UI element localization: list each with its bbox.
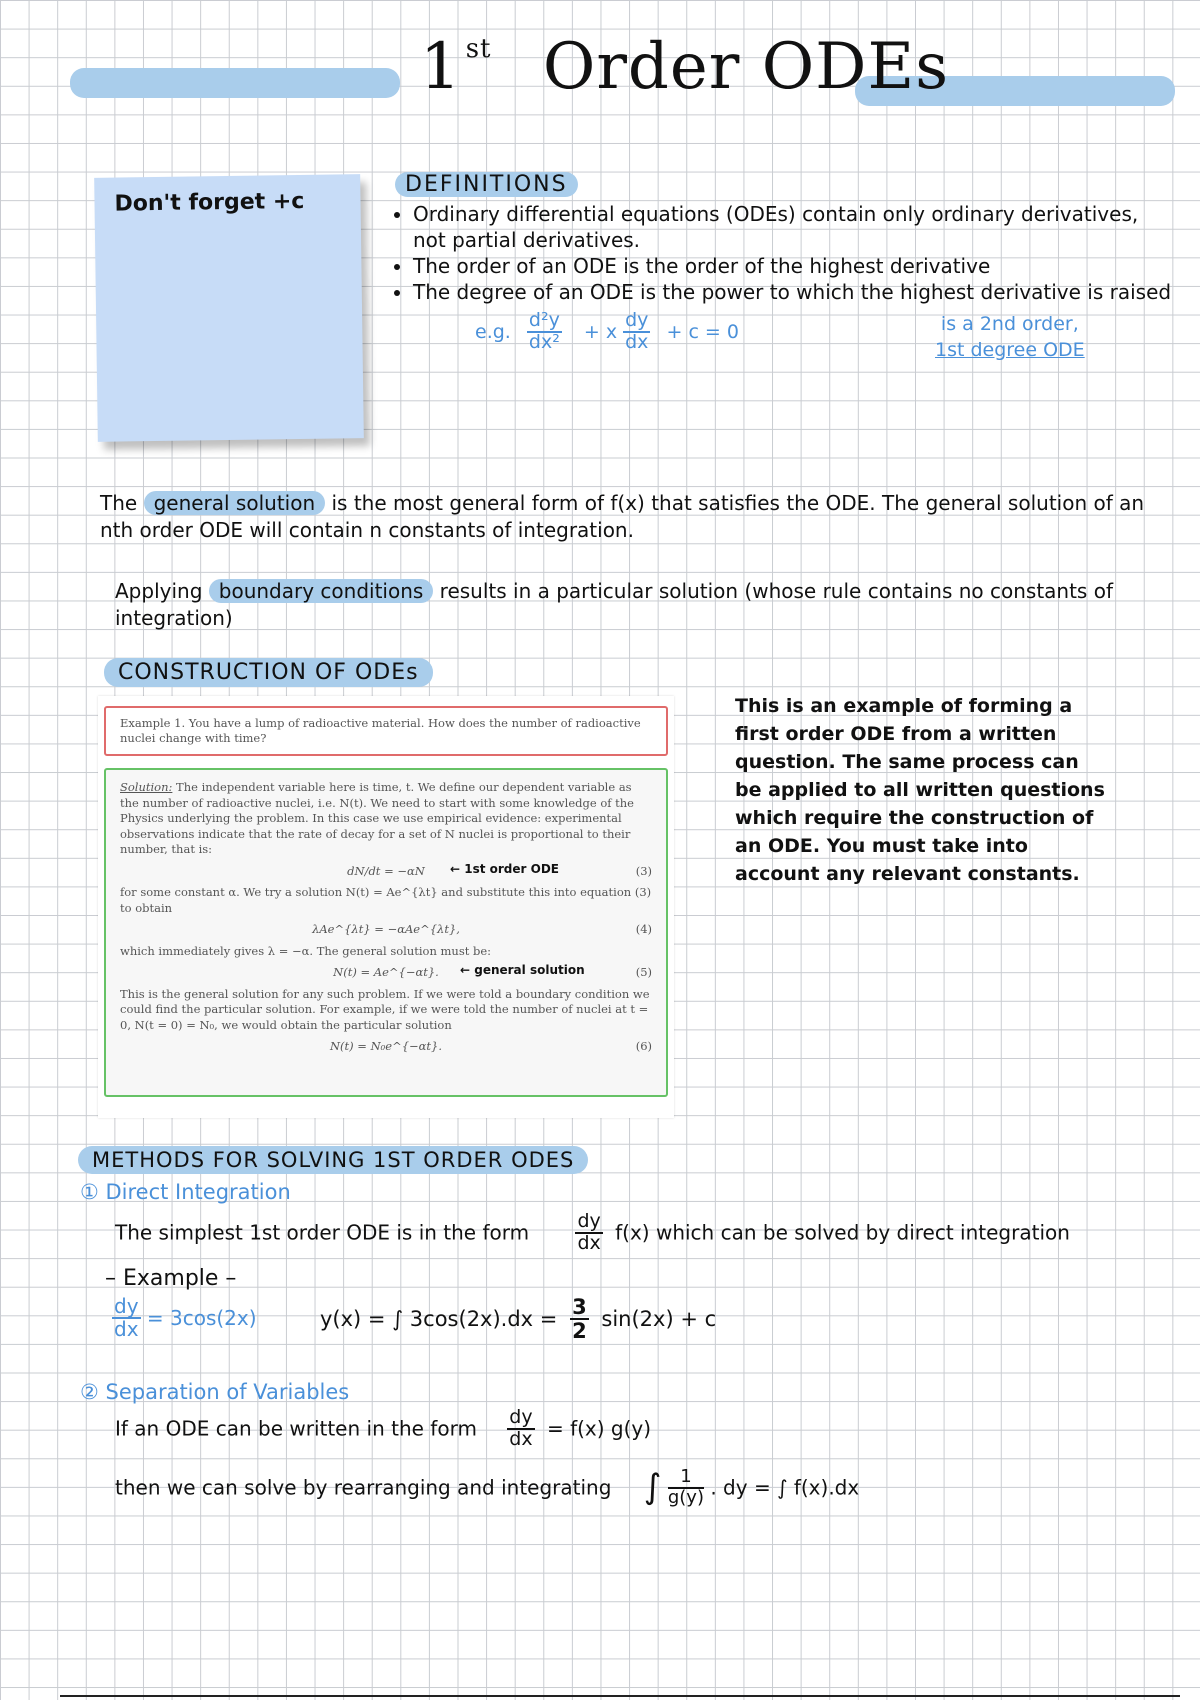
solution-box: [104, 768, 668, 1097]
solution-label: Solution:: [120, 780, 173, 794]
equation-number: (3): [635, 863, 652, 878]
example-prefix: e.g.: [475, 320, 511, 343]
equation-5: [120, 965, 652, 981]
derivative-fraction: [507, 1408, 534, 1450]
example-question-box: Example 1. You have a lump of radioactive material. How does the number of radioactive nuclei change with time?: [104, 706, 668, 756]
general-solution-post: is the most general form of f(x) that satisfies the ODE. The general solution of an nth order ODE will contain n constants of integration.: [100, 491, 1145, 542]
coefficient-fraction: [570, 1296, 589, 1342]
definitions-list: [395, 201, 1175, 305]
fraction-denominator: dx: [114, 1317, 139, 1341]
fraction-denominator: dx: [509, 1427, 533, 1450]
solution-text: which immediately gives λ = −α. The general solution must be:: [120, 943, 492, 958]
example-middle: + x: [583, 320, 618, 343]
example-label: [105, 1266, 236, 1291]
title-ordinal: st: [465, 34, 492, 64]
equation-text: N(t) = N₀e^{−αt}.: [329, 1039, 443, 1053]
textbook-excerpt: [98, 696, 674, 1118]
method-1-text: The simplest 1st order ODE is in the form: [115, 1220, 530, 1245]
title-text: Order ODEs: [542, 30, 950, 104]
definitions-example: [475, 311, 1175, 365]
boundary-post: results in a particular solution (whose rule contains no constants of integration): [115, 579, 1113, 630]
derivative-fraction: [112, 1296, 141, 1340]
example-ode: [112, 1296, 257, 1340]
fraction-numerator: 1: [668, 1468, 704, 1489]
definitions-heading-text: DEFINITIONS: [395, 172, 578, 197]
method-2-text: then we can solve by rearranging and integrating: [115, 1475, 612, 1500]
solution-text: for some constant α. We try a solution N(t) = Ae^{λt} and substitute this into equation (3) to obtain: [120, 885, 652, 915]
general-solution-term: general solution: [144, 491, 326, 515]
fraction-denominator: g(y): [667, 1486, 704, 1508]
fraction-denominator: dx: [625, 330, 649, 353]
reciprocal-fraction: [668, 1468, 704, 1508]
solution-text: The independent variable here is time, t. We define our dependent variable as the number of radioactive nuclei, i.e. N(t). We need to start with some knowledge of the Physics underlying the problem. In this case we use empirical evidence: experimental observations indicate that the rate of decay for a set of N nuclei is proportional to their number, that is:: [120, 780, 634, 856]
boundary-pre: Applying: [115, 579, 203, 603]
construction-heading: [104, 660, 433, 685]
method-2-title: ② Separation of Variables: [80, 1380, 350, 1404]
fraction-numerator: dy: [509, 1406, 533, 1428]
method-2-rearrangement: [115, 1468, 859, 1508]
definition-bullet: • Ordinary differential equations (ODEs) contain only ordinary derivatives, not partial derivatives.: [413, 201, 1175, 253]
equation-4: [120, 922, 652, 938]
definition-bullet: • The order of an ODE is the order of the highest derivative: [413, 253, 1175, 279]
solution-paragraph: [120, 780, 652, 858]
fraction-denominator: dx: [577, 1231, 601, 1254]
fraction-denominator: dx²: [528, 330, 560, 353]
title-number: 1: [420, 30, 462, 104]
integral-rhs: . dy = ∫ f(x).dx: [710, 1475, 860, 1500]
equation-number: (4): [635, 922, 652, 936]
equation-number: (5): [635, 965, 652, 979]
definition-bullet: • The degree of an ODE is the power to which the highest derivative is raised: [413, 279, 1175, 305]
example-description-line: is a 2nd order,: [940, 313, 1079, 335]
definitions-heading: [395, 172, 1175, 197]
method-1-text: f(x) which can be solved by direct integration: [615, 1220, 1070, 1245]
equation-text: N(t) = Ae^{−αt}.: [333, 965, 439, 979]
method-2-text: If an ODE can be written in the form: [115, 1416, 477, 1441]
example-ode-rhs: = 3cos(2x): [146, 1306, 257, 1330]
example-second-derivative: [527, 311, 562, 353]
methods-heading: [78, 1148, 588, 1172]
example-description: [935, 311, 1085, 363]
integral-sign: ∫: [643, 1467, 662, 1508]
title-highlight-left: [70, 68, 400, 98]
fraction-numerator: dy: [577, 1210, 601, 1232]
example-working-text: y(x) = ∫ 3cos(2x).dx =: [320, 1307, 558, 1332]
method-1-title: ① Direct Integration: [80, 1180, 291, 1204]
equation-3: [120, 861, 652, 880]
example-suffix: + c = 0: [666, 320, 739, 343]
general-solution-paragraph: [100, 490, 1170, 544]
equation-annotation: ← general solution: [460, 963, 585, 977]
construction-heading-text: CONSTRUCTION OF ODEs: [104, 658, 433, 687]
page-title: [420, 30, 949, 104]
example-label-text: – Example –: [105, 1266, 237, 1291]
boundary-term: boundary conditions: [209, 579, 434, 603]
page-bottom-rule: [60, 1695, 1180, 1697]
fraction-numerator: dy: [625, 309, 649, 331]
method-1-description: [115, 1212, 1185, 1254]
equation-annotation: ← 1st order ODE: [450, 861, 559, 876]
sticky-note: [94, 174, 364, 442]
equation-text: dN/dt = −αN: [347, 863, 425, 878]
equation-text: λAe^{λt} = −αAe^{λt},: [312, 922, 460, 936]
equation-number: (6): [635, 1039, 652, 1053]
example-description-line: 1st degree ODE: [935, 339, 1085, 361]
example-working: [320, 1296, 716, 1342]
method-2-text: = f(x) g(y): [546, 1416, 652, 1441]
solution-text: This is the general solution for any such problem. If we were told a boundary condition we could find the particular solution. For example, if we were told the number of nuclei at t = 0, N(t = 0) = N₀, we would obtain the particular solution: [120, 986, 650, 1032]
fraction-numerator: dy: [114, 1294, 139, 1318]
derivative-fraction: [575, 1212, 602, 1254]
construction-side-note: This is an example of forming a first order ODE from a written question. The same process can be applied to all written questions which require the construction of an ODE. You must take into account any relevant constants.: [735, 695, 1105, 885]
example-first-derivative: [623, 311, 650, 353]
fraction-numerator: d²y: [528, 309, 560, 331]
sticky-note-text: Don't forget +c: [114, 188, 305, 217]
equation-6: [120, 1039, 652, 1055]
definitions-section: [395, 172, 1175, 365]
method-2-description: [115, 1408, 651, 1450]
boundary-paragraph: [115, 578, 1125, 632]
fraction-numerator: 3: [572, 1295, 587, 1319]
fraction-denominator: 2: [572, 1319, 587, 1344]
example-result: sin(2x) + c: [601, 1307, 717, 1332]
methods-heading-text: METHODS FOR SOLVING 1ST ORDER ODES: [78, 1146, 588, 1174]
general-solution-pre: The: [100, 491, 138, 515]
